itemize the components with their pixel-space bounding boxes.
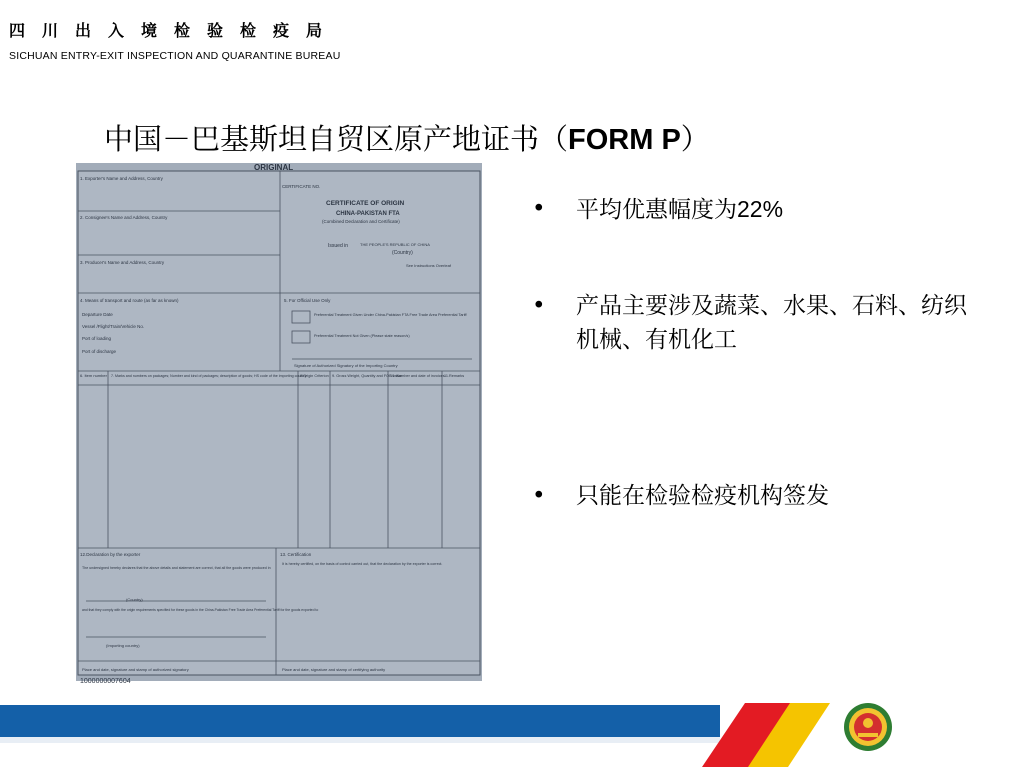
form-box13: 13. Certification bbox=[280, 552, 312, 557]
form-vessel: Vessel /Flight/Train/Vehicle No. bbox=[82, 324, 145, 329]
title-cn: 中国－巴基斯坦自贸区原产地证书（ bbox=[104, 122, 569, 156]
footer-band bbox=[0, 703, 1023, 767]
form-box13-text: It is hereby certified, on the basis of control carried out, that the declaration by the exporter is correct. bbox=[282, 562, 443, 566]
form-col8: 8.Origin Criterion bbox=[300, 374, 329, 378]
form-cert-title: CERTIFICATE OF ORIGIN bbox=[326, 200, 405, 207]
form-cert-sub: CHINA-PAKISTAN FTA bbox=[336, 211, 400, 217]
form-pref-given: Preferential Treatment Given Under China-Pakistan FTA Free Trade Area Preferential Tariff bbox=[314, 313, 467, 317]
form-departure: Departure Date bbox=[82, 312, 113, 317]
form-col7: 7. Marks and numbers on packages; Number and kind of packages; description of goods; HS code of the importing country bbox=[111, 374, 307, 378]
slide-title bbox=[104, 117, 710, 158]
form-place-authority: Place and date, signature and stamp of certifying authority bbox=[282, 667, 386, 672]
form-country: (Country) bbox=[392, 250, 413, 256]
certificate-form-drawing bbox=[76, 163, 482, 685]
form-issued-in: Issued in bbox=[328, 243, 349, 249]
footer-light-strip bbox=[0, 737, 720, 743]
form-col6: 6. Item number bbox=[80, 373, 107, 378]
form-box2: 2. Consignee's Name and Address, Country bbox=[80, 215, 168, 220]
bullet-text: 产品主要涉及蔬菜、水果、石料、纺织机械、有机化工 bbox=[576, 293, 967, 353]
form-cert-no: CERTIFICATE NO. bbox=[282, 184, 321, 189]
form-pref-not: Preferential Treatment Not Given (Please state reason/s) bbox=[314, 334, 410, 338]
form-col11: 11.Remarks bbox=[444, 374, 465, 378]
bullet-dot: • bbox=[532, 196, 546, 222]
title-en: FORM P bbox=[568, 124, 681, 156]
org-name-cn: 四川出入境检验检疫局 bbox=[9, 21, 340, 40]
form-box12-country: (Country) bbox=[126, 597, 143, 602]
form-port-loading: Port of loading bbox=[82, 336, 112, 341]
footer-blue-bar bbox=[0, 705, 720, 737]
form-box12: 12.Declaration by the exporter bbox=[80, 552, 141, 557]
form-box12-text2: and that they comply with the origin requirements specified for these goods in the China-Pakistan Free Trade Area Preferential Tariff for the goods exported to bbox=[82, 608, 319, 612]
bullet-text: 平均优惠幅度为 bbox=[576, 197, 737, 223]
form-original-label: ORIGINAL bbox=[254, 163, 294, 172]
form-see-instructions: See Instructions Overleaf bbox=[406, 263, 451, 268]
bullet-dot: • bbox=[532, 293, 546, 319]
org-name-en: SICHUAN ENTRY-EXIT INSPECTION AND QUARANTINE BUREAU bbox=[9, 50, 341, 62]
form-place-exporter: Place and date, signature and stamp of authorized signatory bbox=[82, 667, 189, 672]
form-port-discharge: Port of discharge bbox=[82, 349, 117, 354]
form-sig-import: Signature of Authorized Signatory of the Importing Country bbox=[294, 363, 398, 368]
form-importing-country: (Importing country) bbox=[106, 643, 140, 648]
bullet-dot: • bbox=[532, 483, 546, 509]
form-col10: 10. Number and date of invoices bbox=[390, 374, 445, 378]
form-box4: 4. Means of transport and route (as far as known) bbox=[80, 298, 179, 303]
bullet-text: 只能在检验检疫机构签发 bbox=[576, 483, 829, 509]
bullet-number: 22% bbox=[737, 196, 784, 222]
emblem-icon bbox=[844, 703, 892, 751]
form-col9: 9. Gross Weight, Quantity and FOB value bbox=[332, 374, 402, 378]
form-box1: 1. Exporter's Name and Address, Country bbox=[80, 176, 163, 181]
form-box12-text: The undersigned hereby declares that the above details and statement are correct, that all the goods were produced in bbox=[82, 566, 271, 570]
form-box3: 3. Producer's Name and Address, Country bbox=[80, 260, 165, 265]
footer-graphic bbox=[0, 703, 1023, 767]
title-end: ） bbox=[680, 122, 710, 156]
form-box5: 5. For Official Use Only bbox=[284, 298, 331, 303]
certificate-form-photo bbox=[76, 163, 482, 685]
form-issued-country: THE PEOPLE'S REPUBLIC OF CHINA bbox=[360, 242, 430, 247]
form-serial: 1000000007604 bbox=[80, 678, 131, 685]
form-cert-desc: (Combined Declaration and Certificate) bbox=[322, 219, 400, 224]
